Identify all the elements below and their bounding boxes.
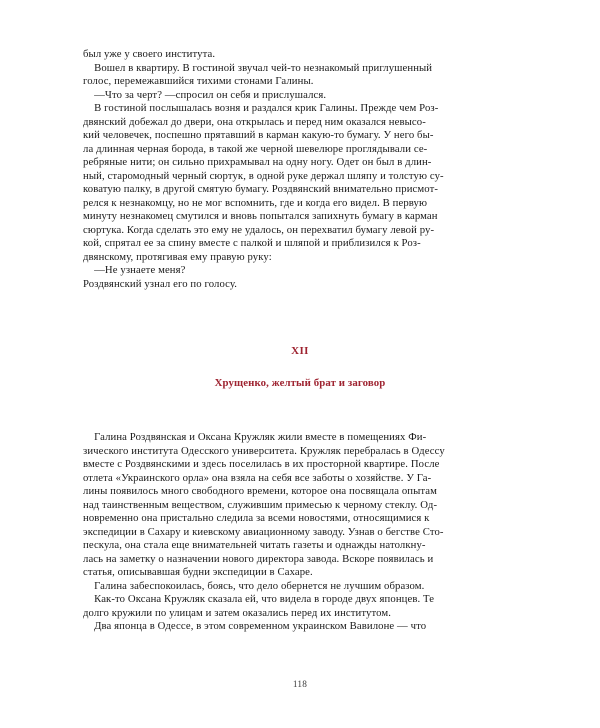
text-line: релся к незнакомцу, но не мог вспомнить, где и когда его видел. В первую	[83, 196, 428, 209]
text-line: коватую палку, в другой смятую бумагу. Роздвянский внимательно присмот-	[83, 183, 439, 196]
text-line: экспедиции в Сахару и киевскому авиационному заводу. Узнав о бегстве Сто-	[83, 525, 444, 538]
page-number: 118	[292, 680, 308, 690]
text-line: зического института Одесского университета. Кружляк перебралась в Одессу	[83, 444, 445, 457]
text-line: ный, старомодный черный сюртук, в одной руке держал шляпу и толстую су-	[83, 169, 444, 182]
chapter-title: Хрущенко, желтый брат и заговор	[214, 377, 386, 389]
text-line: ребряные нити; он сильно прихрамывал на одну ногу. Одет он был в длин-	[83, 156, 432, 169]
text-line: Вошел в квартиру. В гостиной звучал чей-то незнакомый приглушенный	[83, 61, 433, 74]
text-line: долго кружили по улицам и затем оказались перед их институтом.	[83, 606, 391, 619]
text-line: пескула, она стала еще внимательней читать газеты и однажды натолкну-	[83, 539, 426, 552]
text-line: Роздвянский узнал его по голосу.	[83, 277, 238, 290]
text-line: лины появилось много свободного времени, которое она посвящала опытам	[83, 485, 438, 498]
chapter-number: XII	[291, 345, 309, 357]
text-line: —Не узнаете меня?	[83, 264, 186, 277]
text-line: вместе с Роздвянскими и здесь поселилась в их просторной квартире. После	[83, 458, 440, 471]
text-line: Галина Роздвянская и Оксана Кружляк жили вместе в помещениях Фи-	[83, 431, 427, 443]
text-line: кой, спрятал ее за спину вместе с палкой и шляпой и приблизился к Роз-	[83, 237, 421, 250]
text-line: Как-то Оксана Кружляк сказала ей, что видела в городе двух японцев. Те	[83, 593, 435, 606]
text-line: новременно она пристально следила за всеми новостями, относящимися к	[83, 512, 430, 525]
text-line: статья, описывавшая будни экспедиции в Сахаре.	[83, 566, 313, 579]
text-line: над таинственным веществом, служившим примесью к черному стеклу. Од-	[83, 498, 438, 511]
text-line: Два японца в Одессе, в этом современном украинском Вавилоне — что	[83, 620, 427, 633]
body-text-block-two	[83, 431, 517, 634]
text-line: —Что за черт? —спросил он себя и прислушался.	[83, 88, 327, 101]
text-line: Галина забеспокоилась, боясь, что дело обернется не лучшим образом.	[83, 579, 425, 592]
text-line: был уже у своего института.	[83, 48, 216, 60]
body-text-block-one	[83, 48, 517, 291]
text-line: ла длинная черная борода, в такой же черной шевелюре проглядывали се-	[83, 142, 428, 155]
text-line: двянский добежал до двери, она открылась и перед ним оказался невысо-	[83, 115, 426, 128]
text-line: отлета «Украинского орла» она взяла на себя все заботы о хозяйстве. У Га-	[83, 471, 432, 484]
text-line: кий человечек, поспешно прятавший в карман какую-то бумагу. У него бы-	[83, 129, 434, 142]
text-line: голос, перемежавшийся тихими стонами Галины.	[83, 75, 314, 88]
text-line: сюртука. Когда сделать это ему не удалось, он перехватил бумагу левой ру-	[83, 223, 435, 236]
text-line: минуту незнакомец смутился и вновь попытался запихнуть бумагу в карман	[83, 210, 438, 223]
text-line: двянскому, протягивая ему правую руку:	[83, 250, 272, 263]
text-line: В гостиной послышалась возня и раздался крик Галины. Прежде чем Роз-	[83, 102, 439, 115]
text-line: лась на заметку о назначении нового директора завода. Вскоре появилась и	[83, 552, 434, 565]
